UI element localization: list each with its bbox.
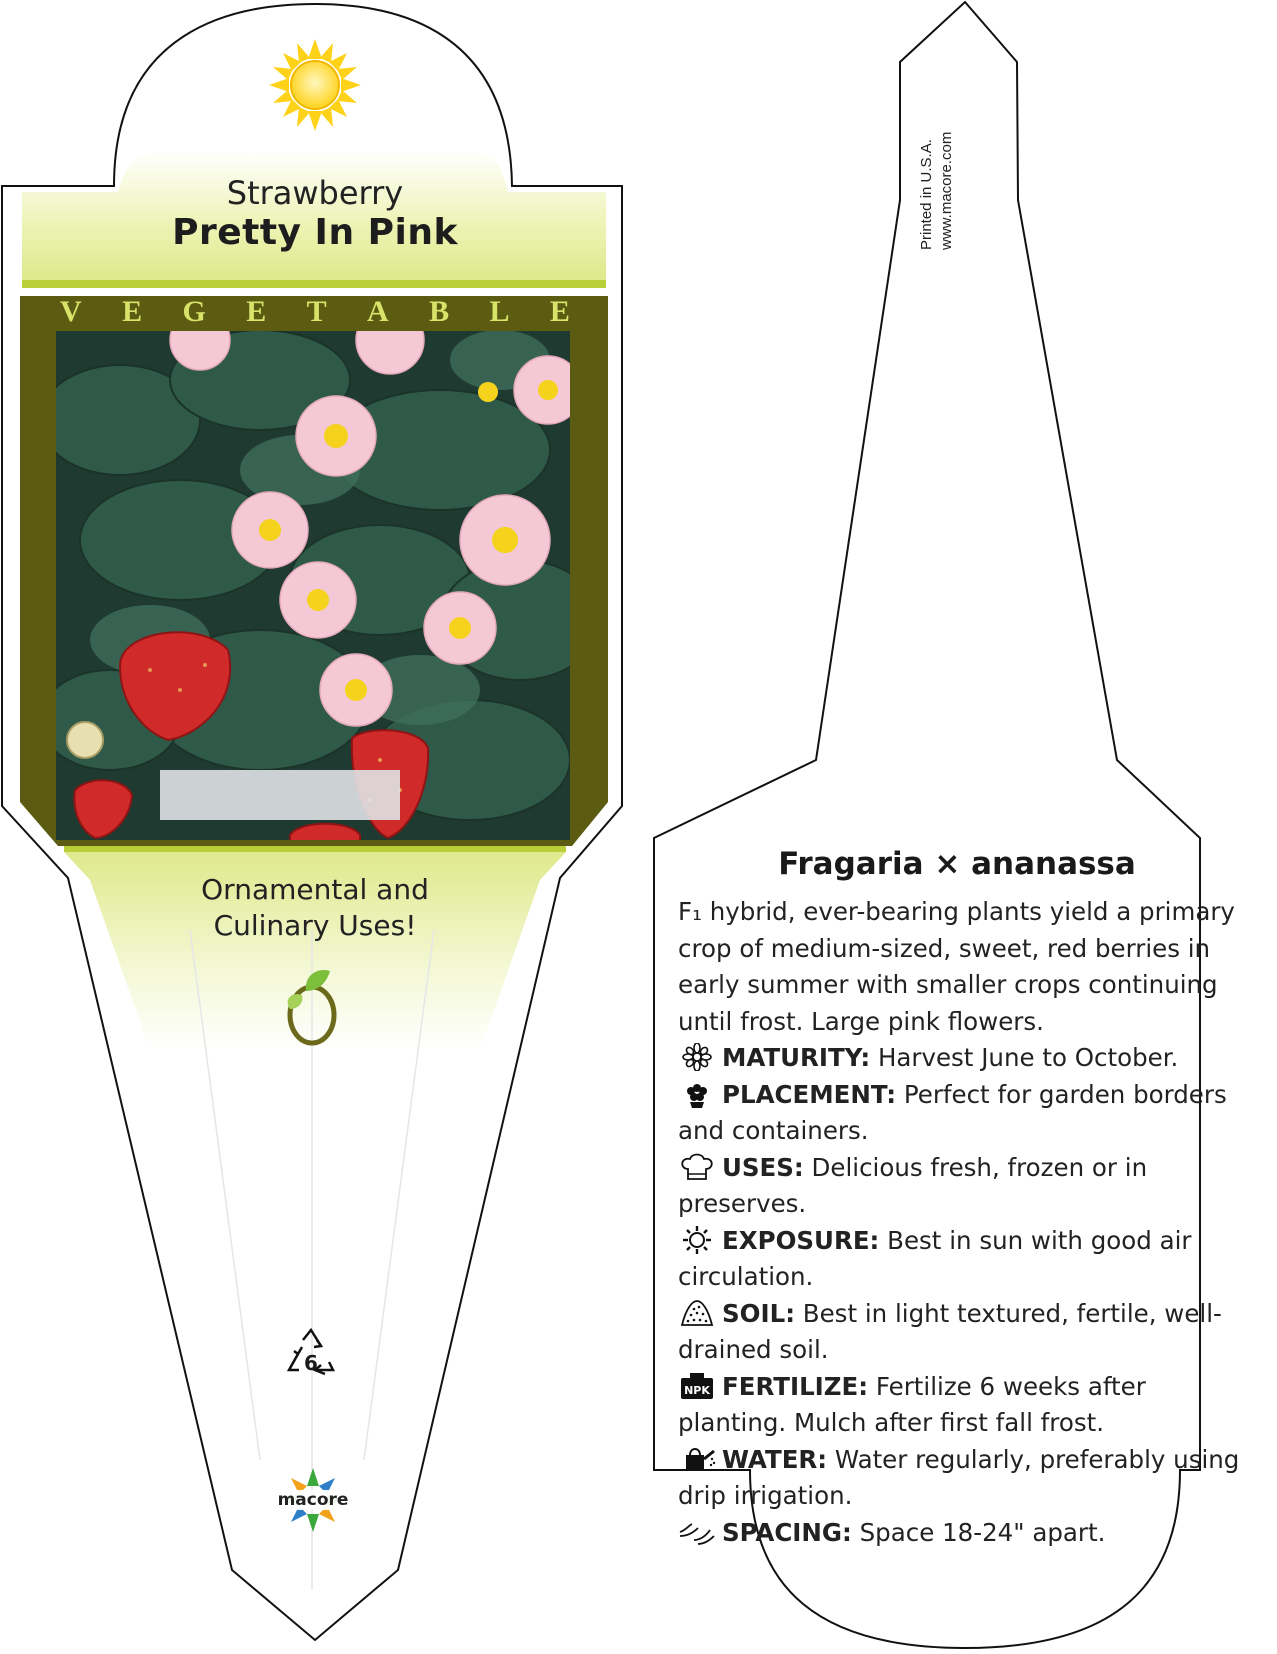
category-letter: G [182,295,206,328]
attribute-label: WATER: [722,1444,828,1474]
category-letter: V [60,295,82,328]
attribute-placement [678,1077,1258,1150]
tagline-line: Culinary Uses! [213,909,417,942]
brand-name: macore [277,1490,349,1510]
botanical-name: Fragaria × ananassa [778,846,1136,882]
common-name: Strawberry [226,174,404,212]
attribute-label: SOIL: [722,1298,795,1328]
attribute-label: USES: [722,1152,804,1182]
attribute-label: EXPOSURE: [722,1225,880,1255]
flower-icon [678,1043,716,1071]
attribute-value: Space 18-24" apart. [859,1517,1106,1547]
category-letter: T [306,295,327,328]
footer-band [64,846,566,852]
tagline [120,872,510,944]
category-letter: E [549,295,570,328]
attribute-exposure [678,1223,1258,1296]
category-label [60,295,570,329]
soil-icon [678,1299,716,1327]
website: www.macore.com [938,131,955,250]
plant-description [678,894,1258,1551]
attribute-value: Perfect for garden borders and containers. [678,1079,1227,1145]
category-letter: E [122,295,143,328]
plant-photo [40,306,600,845]
header-band [22,280,606,288]
attribute-label: FERTILIZE: [722,1371,869,1401]
category-letter: B [429,295,450,328]
attribute-value: Delicious fresh, frozen or in preserves. [678,1152,1148,1218]
watering-can-icon [678,1445,716,1473]
attribute-water [678,1442,1258,1515]
attribute-label: MATURITY: [722,1043,871,1072]
description-text: F₁ hybrid, ever-bearing plants yield a primary crop of medium-sized, sweet, red berries in early summer with smaller crops continuing until frost. Large pink flowers. [678,897,1235,1036]
attribute-value: Fertilize 6 weeks after planting. Mulch after first fall frost. [678,1371,1146,1437]
category-letter: E [246,295,267,328]
printer-info [918,60,955,250]
attribute-value: Water regularly, preferably using drip irrigation. [678,1444,1240,1510]
attribute-spacing [678,1515,1258,1552]
printed-in: Printed in U.S.A. [918,139,935,250]
cultivar-name: Pretty In Pink [172,212,458,253]
attribute-value: Harvest June to October. [877,1043,1179,1072]
sun-icon [678,1226,716,1254]
attribute-maturity [678,1040,1258,1077]
category-letter: A [367,295,389,328]
attribute-label: SPACING: [722,1517,852,1547]
attribute-fertilize [678,1369,1258,1442]
attribute-soil [678,1296,1258,1369]
attribute-label: PLACEMENT: [722,1079,897,1109]
attribute-value: Best in light textured, fertile, well-drained soil. [678,1298,1222,1364]
tagline-line: Ornamental and [201,873,429,906]
flower-pot-icon [678,1080,716,1108]
chef-hat-icon [678,1153,716,1181]
svg-text:NPK: NPK [684,1383,710,1397]
attribute-value: Best in sun with good air circulation. [678,1225,1192,1291]
spacing-icon [678,1518,716,1546]
attribute-uses [678,1150,1258,1223]
recycle-number: 6 [304,1351,318,1375]
npk-icon [678,1372,716,1400]
category-letter: L [489,295,510,328]
